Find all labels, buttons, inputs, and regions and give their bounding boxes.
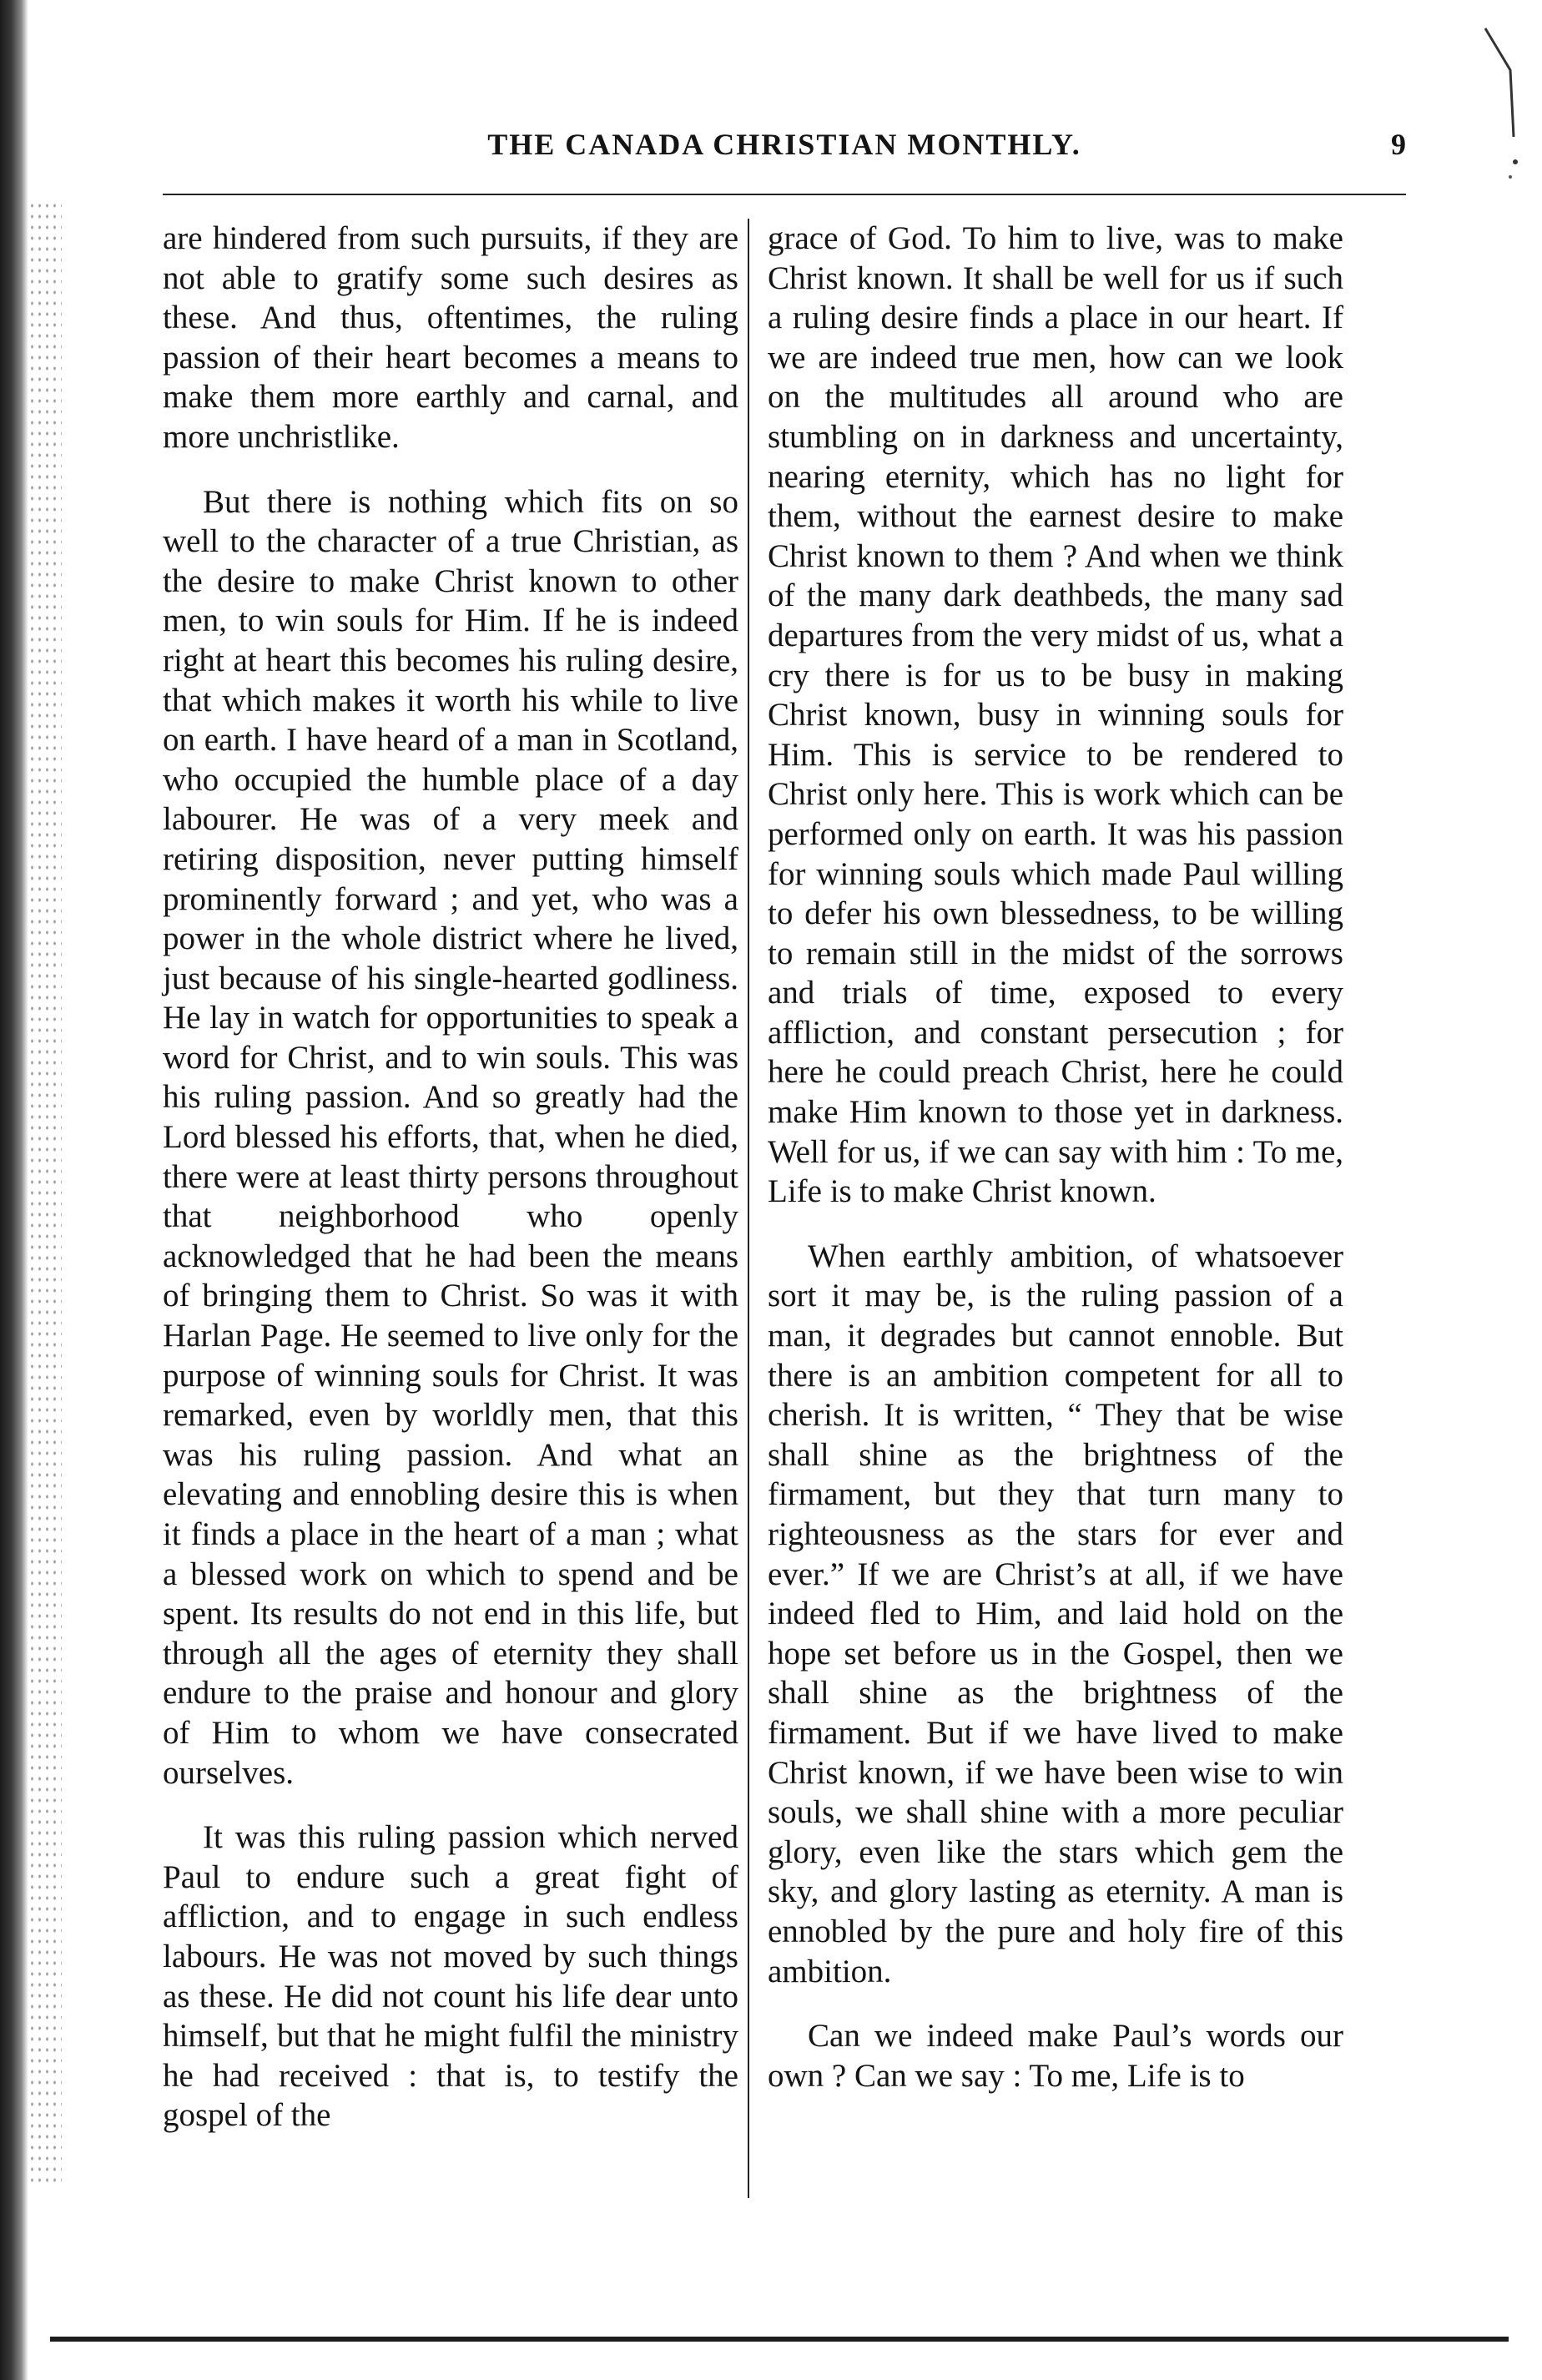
left-paragraph-2: But there is nothing which fits on so well to the character of a true Christian, as the desire to make Christ known to other men, to win souls for Him. If he is indeed right at heart this becomes his ruling desire, that which makes it worth his while to live on earth. I have heard of a man in Scotland, who occupied the humble place of a day labourer. He was of a very meek and retiring disposition, never putting himself prominently forward ; and yet, who was a power in the whole district where he lived, just because of his single-hearted godliness. He lay in watch for opportunities to speak a word for Christ, and to win souls. This was his ruling passion. And so greatly had the Lord blessed his efforts, that, when he died, there were at least thirty persons throughout that neighborhood who openly acknowledged that he had been the means of bringing them to Christ. So was it with Harlan Page. He seemed to live only for the purpose of winning souls for Christ. It was remarked, even by worldly men, that this was his ruling passion. And what an elevating and ennobling desire this is when it finds a place in the heart of a man ; what a blessed work on which to spend and be spent. Its results do not end in this life, but through all the ages of eternity they shall endure to the praise and honour and glory of Him to whom we have consecrated ourselves.: [163, 483, 738, 1791]
right-paragraph-2: When earthly ambition, of whatsoever sort it may be, is the ruling passion of a man, it degrades but cannot ennoble. But there is an ambition competent for all to cherish. It is written, “ They that be wise shall shine as the brightness of the firmament, but they that turn many to righteousness as the stars for ever and ever.” If we are Christ’s at all, if we have indeed fled to Him, and laid hold on the hope set before us in the Gospel, then we shall shine as the brightness of the firmament. But if we have lived to make Christ known, if we have been wise to win souls, we shall shine with a more peculiar glory, even like the stars which gem the sky, and glory lasting as eternity. A man is ennobled by the pure and holy fire of this ambition.: [768, 1238, 1343, 1989]
column-divider: [748, 219, 749, 2198]
left-paragraph-3: It was this ruling passion which nerved Paul to endure such a great fight of affliction, and to engage in such endless labours. He was not moved by such things as these. He did not count his life dear unto himself, but that he might fulfil the ministry he had received : that is, to testify the gospel of the: [163, 1819, 738, 2134]
left-paragraph-1: are hindered from such pursuits, if they are not able to gratify some such desires as these. And thus, oftentimes, the ruling passion of their heart becomes a means to make them more earthly and carnal, and more unchristlike.: [163, 220, 738, 455]
right-paragraph-3: Can we indeed make Paul’s words our own ? Can we say : To me, Life is to: [768, 2018, 1343, 2094]
scan-speckle: [28, 200, 62, 2186]
left-column: [163, 219, 738, 2135]
running-title: THE CANADA CHRISTIAN MONTHLY.: [487, 128, 1081, 161]
page-spine-shadow: [0, 0, 28, 2380]
right-paragraph-1: grace of God. To him to live, was to make Christ known. It shall be well for us if such a ruling desire finds a place in our heart. If we are indeed true men, how can we look on the multitudes all around who are stumbling on in darkness and uncertainty, nearing eternity, which has no light for them, without the earnest desire to make Christ known to them ? And when we think of the many dark deathbeds, the many sad departures from the very midst of us, what a cry there is for us to be busy in making Christ known, busy in winning souls for Him. This is service to be rendered to Christ only here. This is work which can be performed only on earth. It was his passion for winning souls which made Paul willing to defer his own blessedness, to be willing to remain still in the midst of the sorrows and trials of time, exposed to every affliction, and constant persecution ; for here he could preach Christ, here he could make Him known to those yet in darkness. Well for us, if we can say with him : To me, Life is to make Christ known.: [768, 220, 1343, 1210]
right-column: [768, 219, 1343, 2095]
running-header: [163, 127, 1406, 177]
bottom-edge-rule: [50, 2337, 1509, 2342]
header-rule: [163, 194, 1406, 195]
margin-pencil-mark: [1477, 20, 1527, 187]
page-number: 9: [1391, 128, 1406, 161]
